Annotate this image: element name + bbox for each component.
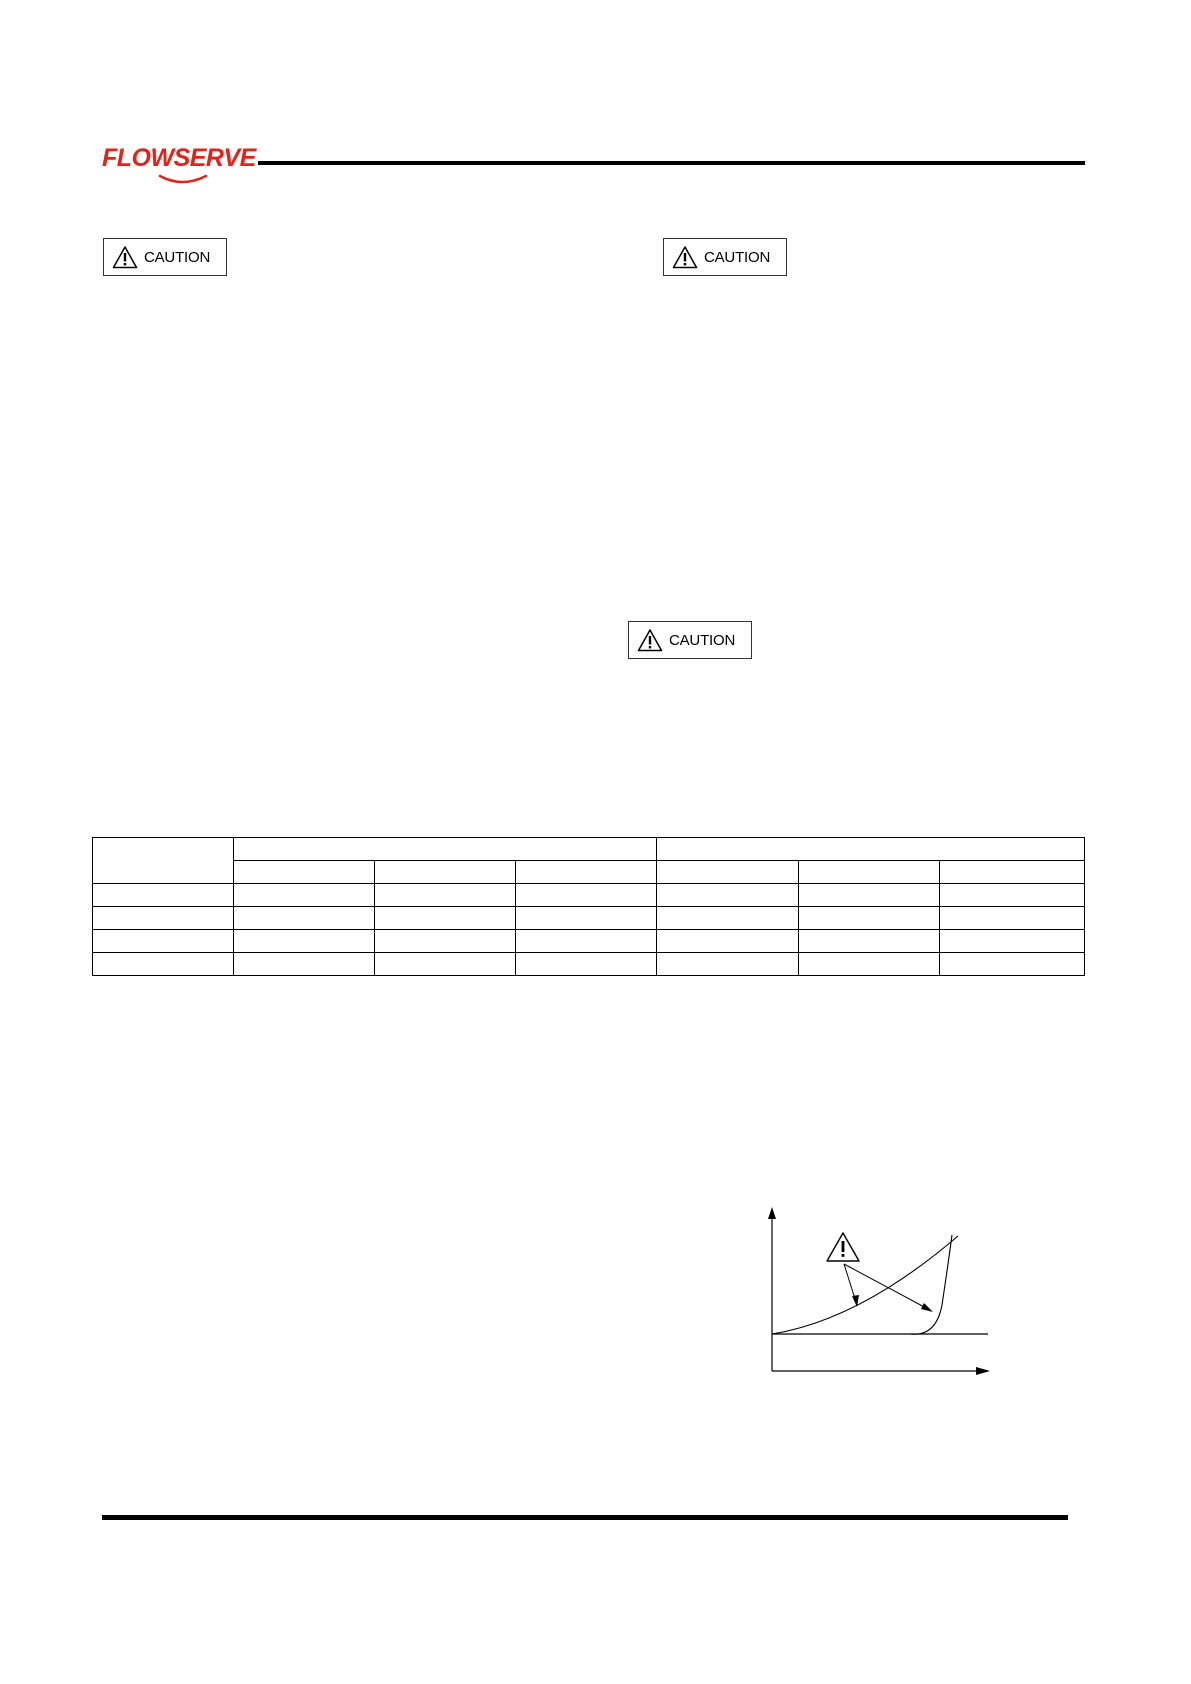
header-rule xyxy=(258,161,1085,165)
footer-rule xyxy=(102,1515,1068,1520)
table-cell xyxy=(940,884,1085,907)
table-cell xyxy=(799,930,940,953)
warning-triangle-icon xyxy=(672,245,698,269)
table-cell xyxy=(657,953,799,976)
table-group-header xyxy=(657,838,1085,861)
table-group-header xyxy=(234,838,657,861)
pointer-arrows xyxy=(844,1264,933,1312)
flowserve-logo xyxy=(102,144,256,188)
table-cell xyxy=(234,930,375,953)
table-subheader-row xyxy=(93,861,1085,884)
table-subheader-cell xyxy=(234,861,375,884)
table-cell xyxy=(93,907,234,930)
table-cell xyxy=(657,907,799,930)
table-cell xyxy=(93,884,234,907)
table-cell xyxy=(516,884,657,907)
caution-badge-2 xyxy=(663,238,787,276)
table-cell xyxy=(940,953,1085,976)
table-subheader-cell xyxy=(799,861,940,884)
table-cell xyxy=(375,907,516,930)
table-corner-cell xyxy=(93,838,234,884)
table-cell xyxy=(799,907,940,930)
table-cell xyxy=(93,930,234,953)
table-cell xyxy=(516,930,657,953)
data-table xyxy=(92,837,1085,976)
table-cell xyxy=(657,884,799,907)
table-cell xyxy=(940,930,1085,953)
warning-triangle-icon xyxy=(112,245,138,269)
caution-label: CAUTION xyxy=(704,248,771,266)
diagram-axes xyxy=(768,1207,990,1375)
table-subheader-cell xyxy=(657,861,799,884)
caution-badge-3 xyxy=(628,621,752,659)
arrow-head-right-icon xyxy=(921,1303,933,1312)
table-cell xyxy=(516,907,657,930)
x-axis-arrow-icon xyxy=(976,1367,990,1375)
table-cell xyxy=(234,884,375,907)
table-cell xyxy=(375,884,516,907)
y-axis-arrow-icon xyxy=(768,1207,776,1219)
warning-triangle-icon xyxy=(827,1233,859,1261)
table-cell xyxy=(234,953,375,976)
caution-label: CAUTION xyxy=(669,631,736,649)
table-cell xyxy=(940,907,1085,930)
warning-triangle-icon xyxy=(637,628,663,652)
table-row xyxy=(93,953,1085,976)
table-row xyxy=(93,884,1085,907)
table-cell xyxy=(799,884,940,907)
table-header-row xyxy=(93,838,1085,861)
table-subheader-cell xyxy=(375,861,516,884)
caution-label: CAUTION xyxy=(144,248,211,266)
logo-wordmark: FLOWSERVE xyxy=(102,144,256,172)
table-cell xyxy=(234,907,375,930)
table-subheader-cell xyxy=(516,861,657,884)
caution-badge-1 xyxy=(103,238,227,276)
steep-curve xyxy=(910,1235,952,1334)
table-cell xyxy=(657,930,799,953)
curve-diagram xyxy=(760,1205,1000,1383)
table-row xyxy=(93,907,1085,930)
table-cell xyxy=(375,953,516,976)
logo-swoosh-icon xyxy=(102,144,248,188)
table-cell xyxy=(516,953,657,976)
table-cell xyxy=(375,930,516,953)
table-subheader-cell xyxy=(940,861,1085,884)
table-cell xyxy=(93,953,234,976)
rising-curve xyxy=(772,1236,958,1334)
table-row xyxy=(93,930,1085,953)
table-cell xyxy=(799,953,940,976)
